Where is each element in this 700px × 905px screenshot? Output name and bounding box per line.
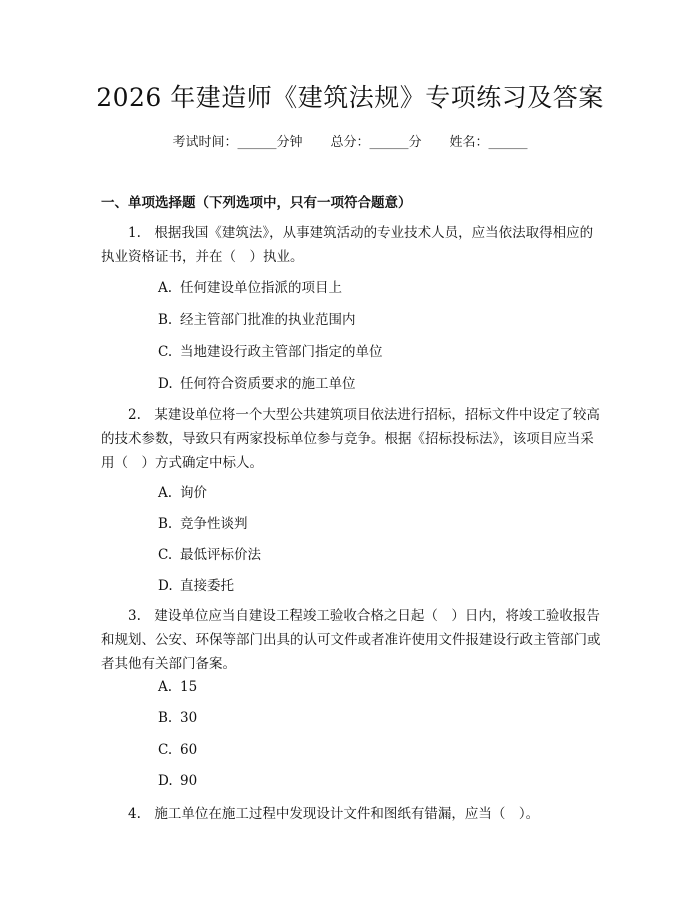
option-letter: A.: [158, 280, 173, 296]
total-score-field: 总分：______分: [330, 135, 422, 150]
question-1-option-b: [158, 308, 356, 328]
option-text: 竞争性谈判: [180, 516, 248, 532]
option-letter: D.: [158, 578, 173, 594]
question-2-option-d: [158, 574, 234, 594]
option-letter: B.: [158, 516, 173, 532]
option-letter: D.: [158, 376, 173, 392]
question-3-option-c: [158, 742, 197, 758]
question-2-option-a: [158, 481, 207, 501]
question-1-option-c: [158, 340, 383, 360]
option-text: 30: [180, 710, 198, 726]
name-field: 姓名：______: [449, 135, 528, 150]
option-text: 90: [180, 773, 198, 789]
question-3-option-d: [158, 773, 197, 789]
document-title: 2026 年建造师《建筑法规》专项练习及答案: [96, 83, 604, 112]
question-1-stem: 1. 根据我国《建筑法》，从事建筑活动的专业技术人员，应当依法取得相应的执业资格证书，并在（ ）执业。: [101, 225, 594, 265]
question-3-option-a: [158, 679, 197, 695]
question-2-option-b: [158, 512, 248, 532]
option-text: 经主管部门批准的执业范围内: [180, 312, 356, 328]
option-letter: B.: [158, 312, 173, 328]
option-letter: B.: [158, 710, 173, 726]
option-text: 60: [180, 742, 198, 758]
section-heading: 一、单项选择题（下列选项中，只有一项符合题意）: [101, 195, 412, 211]
exam-time-field: 考试时间：______分钟: [172, 135, 303, 150]
option-text: 当地建设行政主管部门指定的单位: [180, 344, 383, 360]
question-3-option-b: [158, 710, 197, 726]
question-4-stem: 4. 施工单位在施工过程中发现设计文件和图纸有错漏，应当（ ）。: [128, 806, 540, 822]
question-1-option-a: [158, 276, 342, 296]
option-text: 任何建设单位指派的项目上: [180, 280, 342, 296]
question-2-option-c: [158, 543, 261, 563]
option-letter: D.: [158, 773, 173, 789]
option-text: 15: [180, 679, 198, 695]
option-letter: C.: [158, 344, 173, 360]
question-3-stem: 3. 建设单位应当自建设工程竣工验收合格之日起（ ）日内，将竣工验收报告和规划、公安、环保等部门出具的认可文件或者准许使用文件报建设行政主管部门或者其他有关部门备案。: [101, 608, 601, 672]
question-2-stem: 2. 某建设单位将一个大型公共建筑项目依法进行招标，招标文件中设定了较高的技术参数，导致只有两家投标单位参与竞争。根据《招标投标法》，该项目应当采用（ ）方式确定中标人。: [101, 407, 600, 471]
question-1-option-d: [158, 372, 356, 392]
option-text: 询价: [180, 485, 207, 501]
option-text: 最低评标价法: [180, 547, 261, 563]
option-letter: C.: [158, 742, 173, 758]
option-letter: C.: [158, 547, 173, 563]
option-letter: A.: [158, 485, 173, 501]
option-letter: A.: [158, 679, 173, 695]
option-text: 任何符合资质要求的施工单位: [180, 376, 356, 392]
option-text: 直接委托: [180, 578, 234, 594]
exam-meta-line: [0, 131, 700, 150]
